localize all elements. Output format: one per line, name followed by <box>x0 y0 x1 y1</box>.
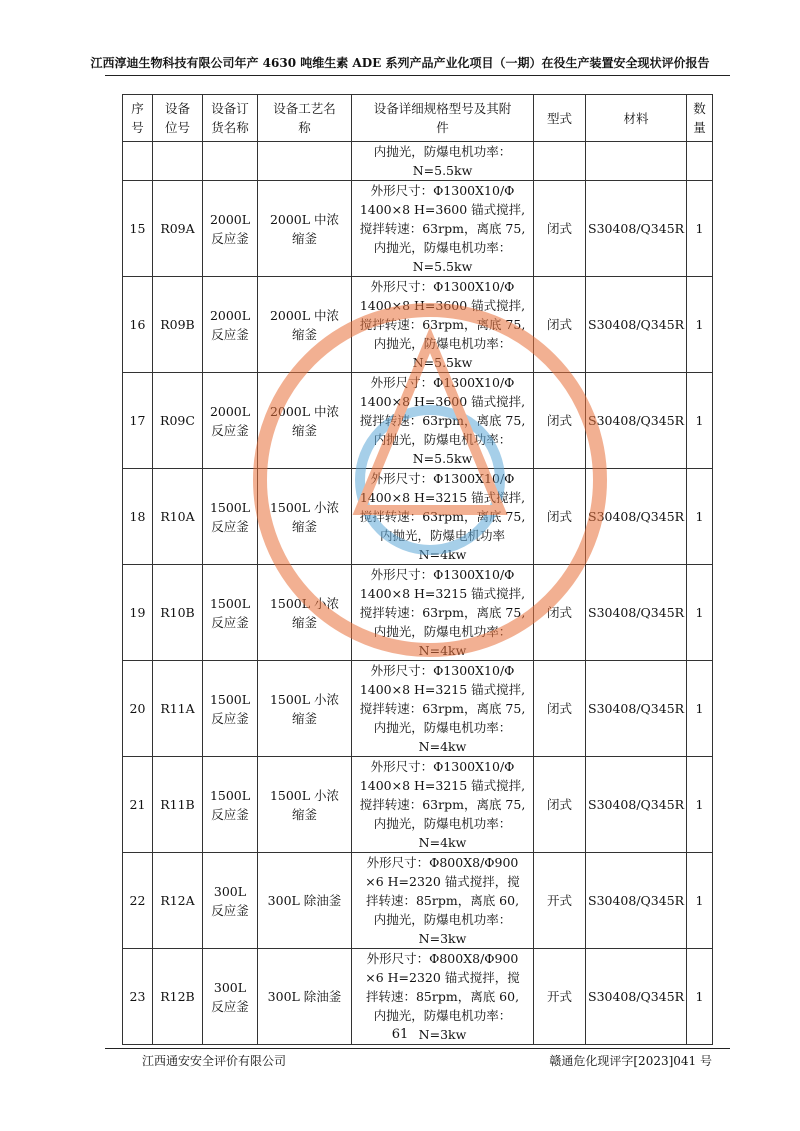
column-header: 序 号 <box>123 95 153 142</box>
column-header: 数 量 <box>687 95 713 142</box>
cell-no: 15 <box>123 181 153 277</box>
cell-tag: R09B <box>153 277 203 373</box>
cell-process-name: 1500L 小浓 缩釜 <box>258 469 352 565</box>
page-number: 61 <box>391 1027 409 1042</box>
table-header-row <box>123 95 713 142</box>
column-header: 设备 位号 <box>153 95 203 142</box>
column-header: 设备工艺名 称 <box>258 95 352 142</box>
table-row <box>123 277 713 373</box>
cell-process-name: 1500L 小浓 缩釜 <box>258 661 352 757</box>
cell-type: 闭式 <box>534 373 586 469</box>
table-row <box>123 757 713 853</box>
cell-process-name: 300L 除油釜 <box>258 853 352 949</box>
cell-order-name: 300L 反应釜 <box>203 853 258 949</box>
header-rule <box>105 75 730 76</box>
cell-order-name: 2000L 反应釜 <box>203 181 258 277</box>
cell-material: S30408/Q345R <box>586 757 687 853</box>
cell-type: 开式 <box>534 949 586 1045</box>
table-body <box>123 142 713 1045</box>
cell-spec: 外形尺寸：Φ1300X10/Φ 1400×8 H=3600 锚式搅拌, 搅拌转速：63rpm，离底 75, 内抛光，防爆电机功率： N=5.5kw <box>352 373 534 469</box>
footer-company: 江西通安安全评价有限公司 <box>142 1054 287 1068</box>
table-row <box>123 469 713 565</box>
cell-process-name: 2000L 中浓 缩釜 <box>258 277 352 373</box>
cell-qty: 1 <box>687 373 713 469</box>
cell-no: 23 <box>123 949 153 1045</box>
cell-no: 17 <box>123 373 153 469</box>
cell-material: S30408/Q345R <box>586 949 687 1045</box>
cell-tag: R11B <box>153 757 203 853</box>
cell-order-name: 300L 反应釜 <box>203 949 258 1045</box>
cell-order-name: 1500L 反应釜 <box>203 661 258 757</box>
cell-no: 18 <box>123 469 153 565</box>
column-header: 材料 <box>586 95 687 142</box>
cell-qty: 1 <box>687 565 713 661</box>
cell-tag <box>153 142 203 181</box>
cell-material: S30408/Q345R <box>586 277 687 373</box>
cell-type: 闭式 <box>534 181 586 277</box>
cell-spec: 外形尺寸：Φ1300X10/Φ 1400×8 H=3215 锚式搅拌, 搅拌转速：63rpm，离底 75, 内抛光，防爆电机功率： N=4kw <box>352 757 534 853</box>
cell-order-name: 2000L 反应釜 <box>203 373 258 469</box>
column-header: 设备详细规格型号及其附 件 <box>352 95 534 142</box>
cell-material: S30408/Q345R <box>586 661 687 757</box>
cell-no: 16 <box>123 277 153 373</box>
column-header: 设备订 货名称 <box>203 95 258 142</box>
cell-spec: 外形尺寸：Φ1300X10/Φ 1400×8 H=3215 锚式搅拌, 搅拌转速：63rpm，离底 75, 内抛光，防爆电机功率： N=4kw <box>352 565 534 661</box>
cell-qty <box>687 142 713 181</box>
cell-qty: 1 <box>687 949 713 1045</box>
cell-tag: R12B <box>153 949 203 1045</box>
cell-type: 闭式 <box>534 565 586 661</box>
cell-type: 闭式 <box>534 757 586 853</box>
cell-order-name <box>203 142 258 181</box>
table-row <box>123 373 713 469</box>
equipment-table <box>122 94 713 1045</box>
cell-order-name: 1500L 反应釜 <box>203 565 258 661</box>
cell-tag: R09A <box>153 181 203 277</box>
table-row <box>123 565 713 661</box>
cell-material <box>586 142 687 181</box>
cell-type: 闭式 <box>534 469 586 565</box>
cell-no: 21 <box>123 757 153 853</box>
cell-qty: 1 <box>687 757 713 853</box>
cell-qty: 1 <box>687 853 713 949</box>
table-row <box>123 181 713 277</box>
footer-doc-number: 赣通危化现评字[2023]041 号 <box>549 1054 712 1068</box>
cell-material: S30408/Q345R <box>586 181 687 277</box>
cell-spec: 外形尺寸：Φ1300X10/Φ 1400×8 H=3600 锚式搅拌, 搅拌转速：63rpm，离底 75, 内抛光，防爆电机功率： N=5.5kw <box>352 277 534 373</box>
cell-order-name: 2000L 反应釜 <box>203 277 258 373</box>
cell-order-name: 1500L 反应釜 <box>203 469 258 565</box>
cell-spec: 外形尺寸：Φ800X8/Φ900 ×6 H=2320 锚式搅拌，搅 拌转速：85rpm，离底 60, 内抛光，防爆电机功率： N=3kw <box>352 949 534 1045</box>
cell-spec: 外形尺寸：Φ1300X10/Φ 1400×8 H=3600 锚式搅拌, 搅拌转速：63rpm，离底 75, 内抛光，防爆电机功率： N=5.5kw <box>352 181 534 277</box>
cell-order-name: 1500L 反应釜 <box>203 757 258 853</box>
cell-no <box>123 142 153 181</box>
cell-tag: R09C <box>153 373 203 469</box>
cell-process-name <box>258 142 352 181</box>
cell-tag: R10B <box>153 565 203 661</box>
cell-process-name: 2000L 中浓 缩釜 <box>258 373 352 469</box>
cell-qty: 1 <box>687 181 713 277</box>
cell-material: S30408/Q345R <box>586 565 687 661</box>
cell-tag: R12A <box>153 853 203 949</box>
cell-process-name: 1500L 小浓 缩釜 <box>258 757 352 853</box>
footer-rule <box>105 1048 730 1049</box>
cell-type: 闭式 <box>534 661 586 757</box>
table-row <box>123 661 713 757</box>
cell-no: 19 <box>123 565 153 661</box>
cell-no: 22 <box>123 853 153 949</box>
cell-qty: 1 <box>687 277 713 373</box>
cell-no: 20 <box>123 661 153 757</box>
cell-process-name: 1500L 小浓 缩釜 <box>258 565 352 661</box>
table-row-continuation <box>123 142 713 181</box>
cell-type: 闭式 <box>534 277 586 373</box>
cell-material: S30408/Q345R <box>586 469 687 565</box>
cell-material: S30408/Q345R <box>586 853 687 949</box>
cell-tag: R11A <box>153 661 203 757</box>
cell-type: 开式 <box>534 853 586 949</box>
cell-spec: 外形尺寸：Φ1300X10/Φ 1400×8 H=3215 锚式搅拌, 搅拌转速：63rpm，离底 75, 内抛光，防爆电机功率： N=4kw <box>352 661 534 757</box>
cell-spec: 外形尺寸：Φ1300X10/Φ 1400×8 H=3215 锚式搅拌, 搅拌转速：63rpm，离底 75, 内抛光，防爆电机功率 N=4kw <box>352 469 534 565</box>
cell-material: S30408/Q345R <box>586 373 687 469</box>
column-header: 型式 <box>534 95 586 142</box>
cell-spec: 内抛光，防爆电机功率： N=5.5kw <box>352 142 534 181</box>
cell-type <box>534 142 586 181</box>
page-header-title: 江西淳迪生物科技有限公司年产 4630 吨维生素 ADE 系列产品产业化项目（一期）在役生产装置安全现状评价报告 <box>90 56 710 70</box>
cell-tag: R10A <box>153 469 203 565</box>
cell-process-name: 300L 除油釜 <box>258 949 352 1045</box>
table-row <box>123 853 713 949</box>
cell-spec: 外形尺寸：Φ800X8/Φ900 ×6 H=2320 锚式搅拌，搅 拌转速：85rpm，离底 60, 内抛光，防爆电机功率： N=3kw <box>352 853 534 949</box>
cell-process-name: 2000L 中浓 缩釜 <box>258 181 352 277</box>
cell-qty: 1 <box>687 469 713 565</box>
cell-qty: 1 <box>687 661 713 757</box>
